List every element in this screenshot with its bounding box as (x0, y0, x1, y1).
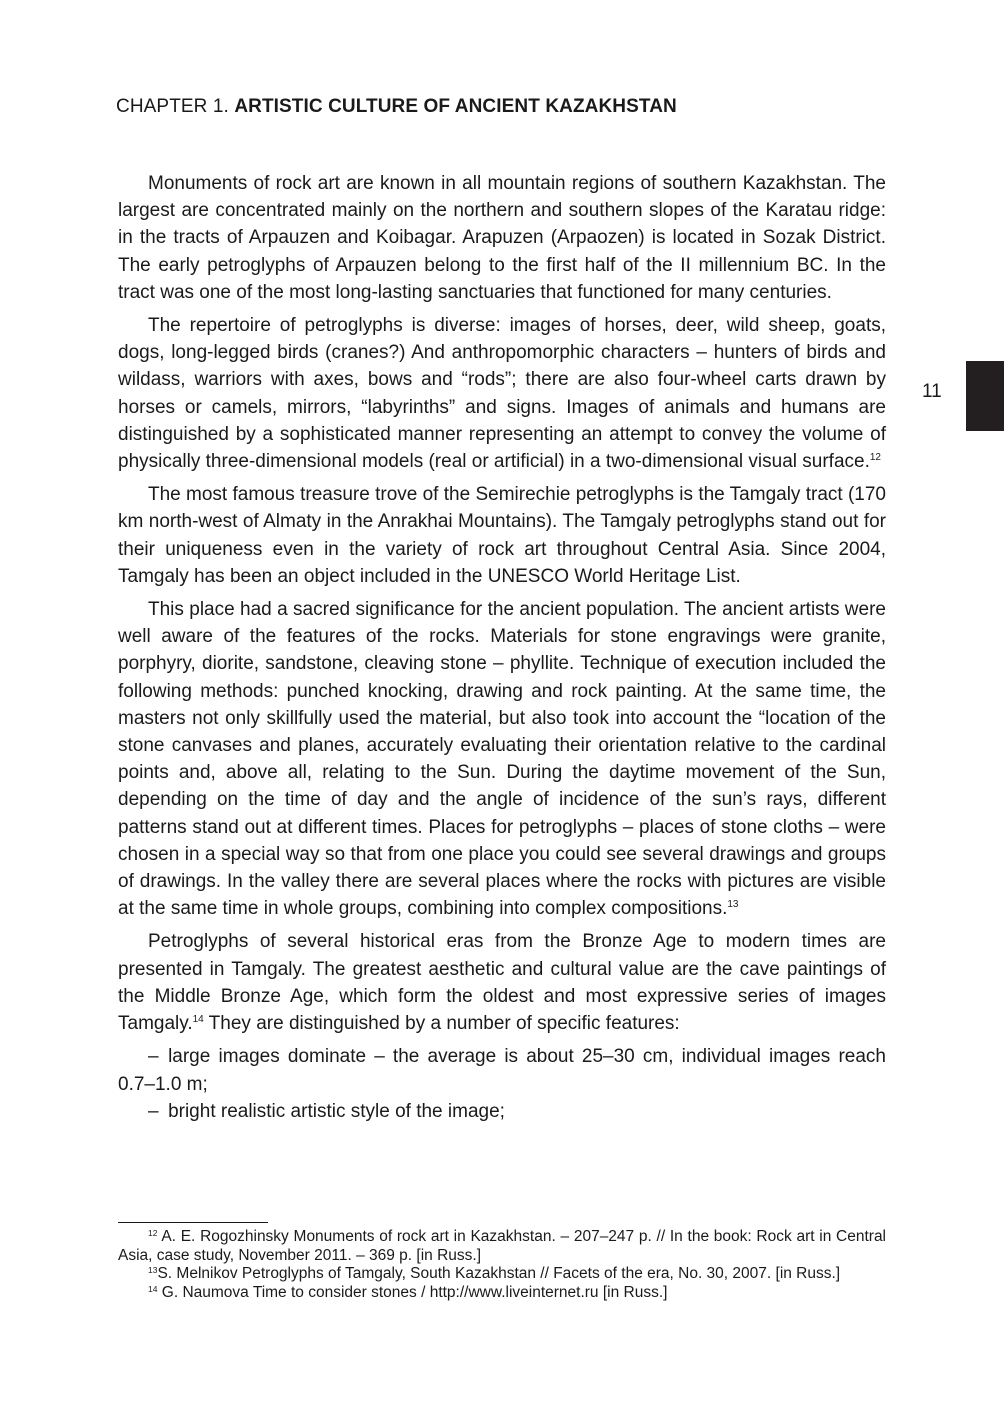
footnote-text: A. E. Rogozhinsky Monuments of rock art in Kazakhstan. – 207–247 p. // In the book: Rock art in Central Asia, case study, November 2011. – 369 p. [in Russ.] (118, 1228, 887, 1264)
list-item: – bright realistic artistic style of the image; (148, 1100, 505, 1122)
paragraph-text-continued: They are distinguished by a number of specific features: (203, 1013, 680, 1035)
paragraph-text: The most famous treasure trove of the Semirechie petroglyphs is the Tamgaly tract (170 km north-west of Almaty in the Anrakhai Mountains). The Tamgaly petroglyphs stand out for their uniqueness even in the variety of rock art throughout Central Asia. Since 2004, Tamgaly has been an object included in the UNESCO World Heritage List. (118, 484, 886, 587)
footnote-number: 12 (148, 1228, 158, 1238)
footnote-text: G. Naumova Time to consider stones / http://www.liveinternet.ru [in Russ.] (161, 1283, 668, 1301)
footnotes (118, 1228, 886, 1302)
paragraph-text: Petroglyphs of several historical eras from the Bronze Age to modern times are presented in Tamgaly. The greatest aesthetic and cultural value are the cave paintings of the Middle Bronze Age, which form the oldest and most expressive series of images Tamgaly. (118, 931, 886, 1035)
paragraph (118, 481, 886, 590)
footnote-ref: 12 (869, 452, 881, 464)
page-number: 11 (922, 381, 942, 402)
footnote (118, 1265, 886, 1284)
footnote-text: S. Melnikov Petroglyphs of Tamgaly, South Kazakhstan // Facets of the era, No. 30, 2007. [in Russ.] (157, 1265, 841, 1283)
footnote (118, 1228, 886, 1265)
body-text (118, 170, 886, 1125)
footnote-number: 14 (148, 1283, 158, 1294)
chapter-prefix: CHAPTER 1. (116, 96, 229, 117)
running-head (116, 96, 677, 118)
paragraph-text: Monuments of rock art are known in all mountain regions of southern Kazakhstan. The largest are concentrated mainly on the northern and southern slopes of the Karatau ridge: in the tracts of Arpauzen and Koibagar. Arapuzen (Arpaozen) is located in Sozak District. The early petroglyphs of Arpauzen belong to the first half of the II millennium BC. In the tract was one of the most long-lasting sanctuaries that functioned for many centuries. (118, 173, 886, 303)
footnote-number: 13 (148, 1265, 158, 1276)
paragraph (118, 312, 886, 475)
paragraph (118, 170, 886, 306)
list-item: – large images dominate – the average is about 25–30 cm, individual images reach 0.7–1.0 m; (118, 1046, 886, 1095)
thumb-index-tab (966, 361, 1004, 431)
chapter-title: ARTISTIC CULTURE OF ANCIENT KAZAKHSTAN (234, 96, 677, 117)
paragraph (118, 928, 886, 1037)
paragraph (118, 596, 886, 922)
footnote-divider (118, 1222, 268, 1223)
paragraph-text: This place had a sacred significance for the ancient population. The ancient artists were well aware of the features of the rocks. Materials for stone engravings were granite, porphyry, diorite, sandstone, cleaving stone – phyllite. Technique of execution included the following methods: punched knocking, drawing and rock painting. At the same time, the masters not only skillfully used the material, but also took into account the “location of the stone canvases and planes, accurately evaluating their orientation relative to the cardinal points and, above all, relating to the Sun. During the daytime movement of the Sun, depending on the time of day and the angle of incidence of the sun’s rays, different patterns stand out at different times. Places for petroglyphs – places of stone cloths – were chosen in a special way so that from one place you could see several drawings and groups of drawings. In the valley there are several places where the rocks with pictures are visible at the same time in whole groups, combining into complex compositions. (118, 599, 886, 920)
footnote-ref: 13 (727, 899, 739, 911)
paragraph-text: The repertoire of petroglyphs is diverse: images of horses, deer, wild sheep, goats, dogs, long-legged birds (cranes?) And anthropomorphic characters – hunters of birds and wildass, warriors with axes, bows and “rods”; there are also four-wheel carts drawn by horses or camels, mirrors, “labyrinths” and signs. Images of animals and humans are distinguished by a sophisticated manner representing an attempt to convey the volume of physically three-dimensional models (real or artificial) in a two-dimensional visual surface. (118, 315, 886, 473)
footnote (118, 1284, 886, 1303)
footnote-ref: 14 (192, 1014, 204, 1026)
